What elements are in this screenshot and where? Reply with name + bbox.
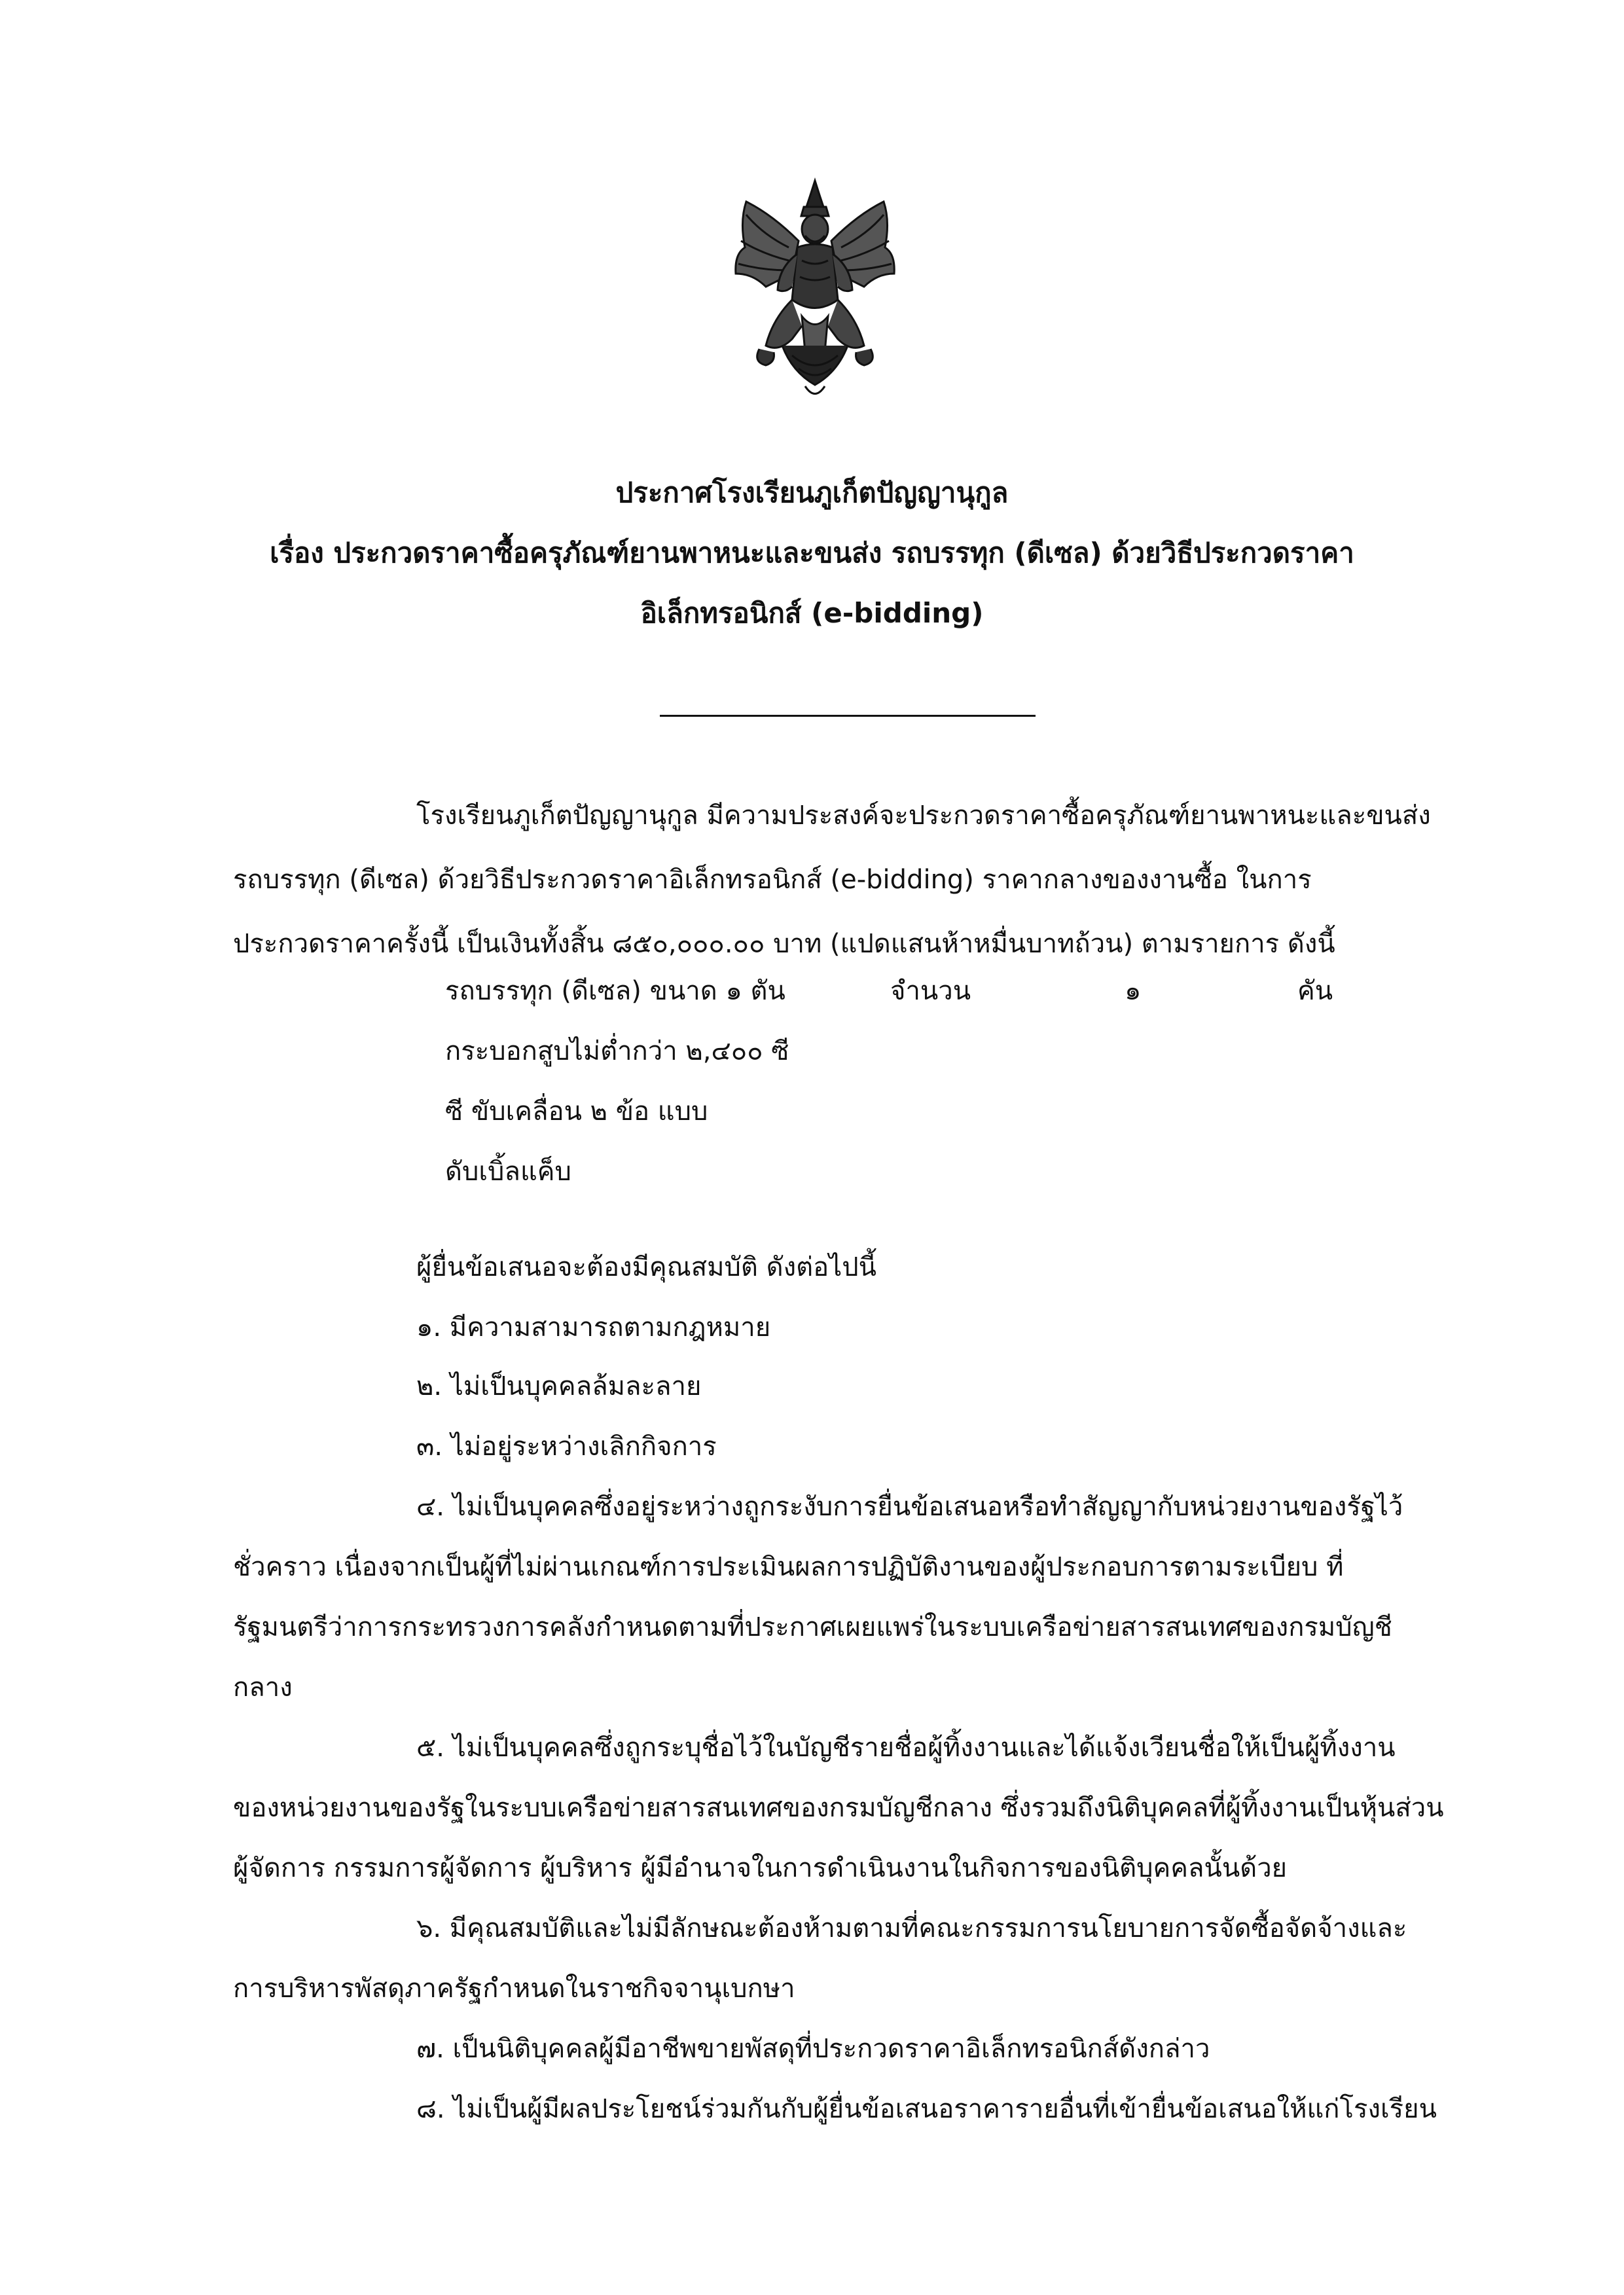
intro-line-2: รถบรรทุก (ดีเซล) ด้วยวิธีประกวดราคาอิเล็กทรอนิกส์ (e-bidding) ราคากลางของงานซื้อ ในการ (233, 865, 1312, 895)
intro-line-3: ประกวดราคาครั้งนี้ เป็นเงินทั้งสิ้น ๘๕๐,๐๐๐.๐๐ บาท (แปดแสนห้าหมื่นบาทถ้วน) ตามรายการ ดังนี้ (233, 929, 1335, 959)
announcement-subject-cont: อิเล็กทรอนิกส์ (e-bidding) (640, 597, 984, 629)
qualification-6-line-1: ๖. มีคุณสมบัติและไม่มีลักษณะต้องห้ามตามที่คณะกรรมการนโยบายการจัดซื้อจัดจ้างและ (416, 1913, 1407, 1943)
item-quantity: ๑ (1125, 976, 1142, 1006)
item-description-4: ดับเบิ้ลแค็บ (445, 1157, 571, 1187)
announcement-title: ประกาศโรงเรียนภูเก็ตปัญญานุกูล (615, 477, 1009, 509)
qualification-3: ๓. ไม่อยู่ระหว่างเลิกกิจการ (416, 1432, 717, 1462)
item-description-3: ซี ขับเคลื่อน ๒ ข้อ แบบ (445, 1096, 708, 1127)
qualification-4-line-2: ชั่วคราว เนื่องจากเป็นผู้ที่ไม่ผ่านเกณฑ์การประเมินผลการปฏิบัติงานของผู้ประกอบการตามระเบียบ ที่ (233, 1552, 1344, 1582)
item-description-2: กระบอกสูบไม่ต่ำกว่า ๒,๔๐๐ ซี (445, 1036, 789, 1066)
qualification-4-line-1: ๔. ไม่เป็นบุคคลซึ่งอยู่ระหว่างถูกระงับการยื่นข้อเสนอหรือทำสัญญากับหน่วยงานของรัฐไว้ (416, 1492, 1403, 1522)
header-divider (660, 715, 1036, 717)
announcement-subject: เรื่อง ประกวดราคาซื้อครุภัณฑ์ยานพาหนะและขนส่ง รถบรรทุก (ดีเซล) ด้วยวิธีประกวดราคา (270, 537, 1354, 569)
qualification-1: ๑. มีความสามารถตามกฎหมาย (416, 1312, 771, 1343)
qualification-5-line-3: ผู้จัดการ กรรมการผู้จัดการ ผู้บริหาร ผู้มีอำนาจในการดำเนินงานในกิจการของนิติบุคคลนั้นด้วย (233, 1853, 1288, 1883)
qualification-6-line-2: การบริหารพัสดุภาครัฐกำหนดในราชกิจจานุเบกษา (233, 1974, 795, 2004)
intro-line-1: โรงเรียนภูเก็ตปัญญานุกูล มีความประสงค์จะประกวดราคาซื้อครุภัณฑ์ยานพาหนะและขนส่ง (416, 801, 1431, 831)
item-description-1: รถบรรทุก (ดีเซล) ขนาด ๑ ตัน (445, 976, 785, 1006)
qualification-4-line-4: กลาง (233, 1672, 293, 1703)
qualification-5-line-1: ๕. ไม่เป็นบุคคลซึ่งถูกระบุชื่อไว้ในบัญชีรายชื่อผู้ทิ้งงานและได้แจ้งเวียนชื่อให้เป็นผู้ทิ้งงาน (416, 1733, 1396, 1763)
garuda-emblem-icon (727, 175, 903, 411)
item-unit: คัน (1297, 976, 1333, 1006)
qualification-2: ๒. ไม่เป็นบุคคลล้มละลาย (416, 1371, 702, 1401)
qualification-8-line-1: ๘. ไม่เป็นผู้มีผลประโยชน์ร่วมกันกับผู้ยื่นข้อเสนอราคารายอื่นที่เข้ายื่นข้อเสนอให้แก่โรงเรียน (416, 2094, 1437, 2124)
qualification-4-line-3: รัฐมนตรีว่าการกระทรวงการคลังกำหนดตามที่ประกาศเผยแพร่ในระบบเครือข่ายสารสนเทศของกรมบัญชี (233, 1612, 1392, 1642)
qualification-7: ๗. เป็นนิติบุคคลผู้มีอาชีพขายพัสดุที่ประกวดราคาอิเล็กทรอนิกส์ดังกล่าว (416, 2034, 1210, 2064)
item-quantity-label: จำนวน (890, 976, 971, 1006)
qualifications-intro: ผู้ยื่นข้อเสนอจะต้องมีคุณสมบัติ ดังต่อไปนี้ (416, 1252, 876, 1282)
qualification-5-line-2: ของหน่วยงานของรัฐในระบบเครือข่ายสารสนเทศของกรมบัญชีกลาง ซึ่งรวมถึงนิติบุคคลที่ผู้ทิ้งงานเป็นหุ้นส่วน (233, 1793, 1444, 1823)
